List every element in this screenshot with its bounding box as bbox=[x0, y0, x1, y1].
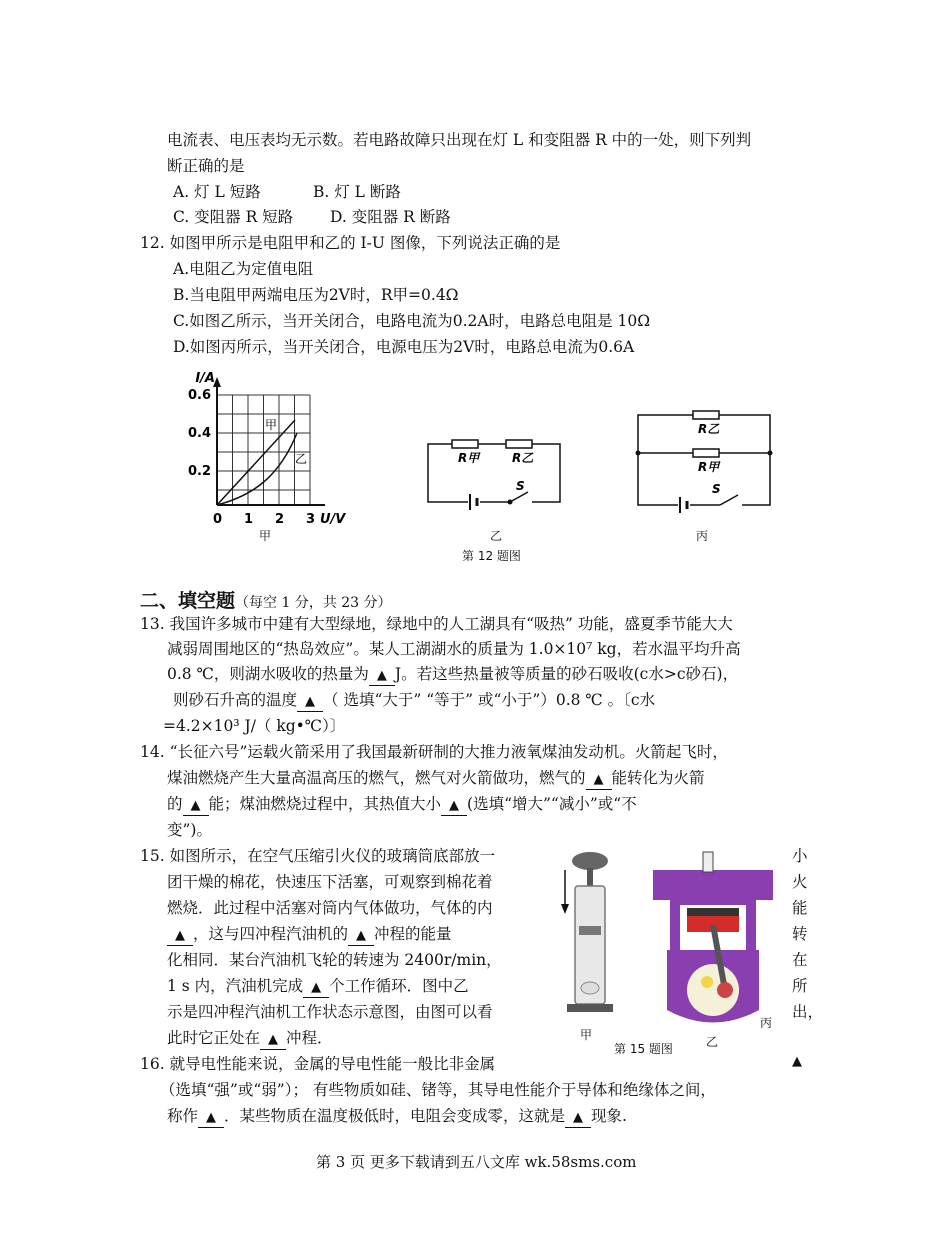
q12-option-b: B.当电阻甲两端电压为2V时，R甲=0.4Ω bbox=[173, 286, 459, 304]
resistor-yi-label: R乙 bbox=[698, 422, 720, 436]
q14-line3 bbox=[167, 792, 637, 816]
resistor-jia-label: R甲 bbox=[698, 460, 720, 474]
q12-option-d: D.如图丙所示，当开关闭合，电源电压为2V时，电路总电流为0.6A bbox=[173, 338, 635, 356]
q13-line4-tail: （ 选填“大于” “等于” 或“小于”）0.8 ℃ 。〔c水 bbox=[323, 691, 656, 709]
q13-line3-text: 0.8 ℃，则湖水吸收的热量为 bbox=[167, 665, 369, 683]
fig12-caption-bing: 丙 bbox=[696, 529, 709, 543]
answer-blank: ▲ bbox=[348, 927, 374, 946]
q16-line3-text: 称作 bbox=[167, 1107, 199, 1125]
fire-piston-figure bbox=[555, 848, 625, 1023]
q15-line8 bbox=[167, 1026, 333, 1050]
fig15-label-bing: 丙 bbox=[760, 1016, 773, 1030]
q16-line3-mid: ．某些物质在温度极低时，电阻会变成零，这就是 bbox=[224, 1107, 566, 1125]
engine-cylinder-figure bbox=[645, 850, 785, 1030]
y-tick: 0.2 bbox=[187, 464, 211, 479]
q15-line6-tail: 个工作循环．图中乙 bbox=[329, 977, 469, 995]
q16-line1: 16. 就导电性能来说，金属的导电性能一般比非金属 bbox=[140, 1055, 496, 1073]
curve-yi-label: 乙 bbox=[295, 452, 308, 466]
q15-line4-tail: 冲程的能量 bbox=[374, 925, 452, 943]
q15-line4-end: 转 bbox=[792, 925, 808, 943]
y-tick: 0.6 bbox=[187, 388, 211, 403]
q12-option-a: A.电阻乙为定值电阻 bbox=[173, 260, 314, 278]
answer-blank: ▲ bbox=[297, 693, 323, 712]
answer-blank: ▲ bbox=[303, 979, 329, 998]
q15-line7-end: 出， bbox=[792, 1003, 824, 1021]
q16-line3-tail: 现象. bbox=[591, 1107, 627, 1125]
fig12-caption-jia: 甲 bbox=[259, 529, 272, 543]
q15-line4 bbox=[167, 922, 452, 946]
fig12-caption-yi: 乙 bbox=[490, 529, 503, 543]
q15-line2: 团干燥的棉花，快速压下活塞，可观察到棉花着 bbox=[167, 873, 493, 891]
q15-line6-end: 所 bbox=[792, 977, 808, 995]
q13-line1: 13. 我国许多城市中建有大型绿地，绿地中的人工湖具有“吸热” 功能，盛夏季节能大大 bbox=[140, 615, 733, 633]
q14-line2 bbox=[167, 766, 705, 790]
answer-blank: ▲ bbox=[565, 1109, 591, 1128]
q14-line1: 14. “长征六号”运载火箭采用了我国最新研制的大推力液氧煤油发动机。火箭起飞时， bbox=[140, 743, 728, 761]
q15-line5-end: 在 bbox=[792, 951, 808, 969]
q14-line4: 变”)。 bbox=[167, 821, 212, 839]
x-axis-label: U/V bbox=[320, 512, 346, 527]
x-tick: 3 bbox=[306, 512, 316, 527]
curve-jia-label: 甲 bbox=[265, 418, 278, 432]
q14-line3-mid: 能；煤油燃烧过程中，其热值大小 bbox=[208, 795, 442, 813]
x-tick: 1 bbox=[244, 512, 254, 527]
q11-line2: 断正确的是 bbox=[167, 157, 245, 175]
q15-line3: 燃烧．此过程中活塞对筒内气体做功，气体的内 bbox=[167, 899, 493, 917]
q15-line6 bbox=[167, 974, 469, 998]
q15-line1: 15. 如图所示，在空气压缩引火仪的玻璃筒底部放一 bbox=[140, 847, 496, 865]
q11-line1: 电流表、电压表均无示数。若电路故障只出现在灯 L 和变阻器 R 中的一处，则下列判 bbox=[167, 131, 752, 149]
q11-option-a: A. 灯 L 短路 bbox=[173, 183, 261, 201]
answer-blank: ▲ bbox=[198, 1109, 224, 1128]
y-axis-label: I/A bbox=[195, 371, 215, 386]
iu-graph-figure bbox=[185, 365, 365, 545]
q14-line2-tail: 能转化为火箭 bbox=[611, 769, 705, 787]
answer-blank: ▲ bbox=[183, 797, 209, 816]
q15-line3-end: 能 bbox=[792, 899, 808, 917]
q16-line3 bbox=[167, 1104, 627, 1128]
resistor-jia-label: R甲 bbox=[458, 451, 480, 465]
q13-line4-text: 则砂石升高的温度 bbox=[173, 691, 298, 709]
series-circuit-figure bbox=[420, 432, 570, 512]
q15-line8-tail: 冲程． bbox=[286, 1029, 333, 1047]
q12-stem: 12. 如图甲所示是电阻甲和乙的 I-U 图像，下列说法正确的是 bbox=[140, 234, 561, 252]
page-footer: 第 3 页 更多下载请到五八文库 wk.58sms.com bbox=[316, 1153, 637, 1171]
resistor-yi-label: R乙 bbox=[512, 451, 534, 465]
answer-blank: ▲ bbox=[167, 927, 193, 946]
x-tick: 0 bbox=[213, 512, 223, 527]
fig15-label-yi: 乙 bbox=[706, 1035, 719, 1049]
x-tick: 2 bbox=[275, 512, 285, 527]
switch-label: S bbox=[712, 482, 721, 496]
q13-line4 bbox=[173, 688, 655, 712]
q11-option-b: B. 灯 L 断路 bbox=[313, 183, 401, 201]
q14-line3-tail: (选填“增大”“减小”或“不 bbox=[467, 795, 637, 813]
answer-blank: ▲ bbox=[441, 797, 467, 816]
q11-option-d: D. 变阻器 R 断路 bbox=[330, 208, 451, 226]
fig12-caption: 第 12 题图 bbox=[462, 549, 521, 563]
q16-line2: （选填“强”或“弱”）； 有些物质如硅、锗等，其导电性能介于导体和绝缘体之间， bbox=[160, 1081, 716, 1099]
q13-line5: =4.2×10³ J/（ kg•℃）〕 bbox=[163, 717, 346, 735]
curve-yi bbox=[217, 433, 297, 505]
q15-line6-text: 1 s 内，汽油机完成 bbox=[167, 977, 304, 995]
answer-blank: ▲ bbox=[586, 771, 612, 790]
answer-blank: ▲ bbox=[260, 1031, 286, 1050]
q15-line8-text: 此时它正处在 bbox=[167, 1029, 261, 1047]
fig15-label-jia: 甲 bbox=[580, 1028, 593, 1042]
answer-blank: ▲ bbox=[369, 667, 395, 686]
q15-line4-text: ，这与四冲程汽油机的 bbox=[193, 925, 349, 943]
q13-line2: 减弱周围地区的“热岛效应”。某人工湖湖水的质量为 1.0×10⁷ kg，若水温平均升高 bbox=[167, 640, 741, 658]
q11-option-c: C. 变阻器 R 短路 bbox=[173, 208, 294, 226]
fig15-caption: 第 15 题图 bbox=[614, 1042, 673, 1056]
answer-blank: ▲ bbox=[792, 1054, 802, 1069]
q14-line3-text: 的 bbox=[167, 795, 183, 813]
q15-line1-end: 小 bbox=[792, 847, 808, 865]
q13-line3-tail: J。若这些热量被等质量的砂石吸收(c水>c砂石)， bbox=[394, 665, 739, 683]
section-heading: 二、填空题 bbox=[140, 590, 236, 612]
q15-line7: 示是四冲程汽油机工作状态示意图，由图可以看 bbox=[167, 1003, 493, 1021]
q15-line2-end: 火 bbox=[792, 873, 808, 891]
parallel-circuit-figure bbox=[630, 405, 780, 515]
switch-label: S bbox=[516, 479, 525, 493]
y-tick: 0.4 bbox=[187, 426, 211, 441]
section-note: （每空 1 分，共 23 分） bbox=[235, 595, 392, 611]
q12-option-c: C.如图乙所示，当开关闭合，电路电流为0.2A时，电路总电阻是 10Ω bbox=[173, 312, 651, 330]
q14-line2-text: 煤油燃烧产生大量高温高压的燃气，燃气对火箭做功，燃气的 bbox=[167, 769, 586, 787]
q13-line3 bbox=[167, 662, 738, 686]
q15-line5: 化相同．某台汽油机飞轮的转速为 2400r/min， bbox=[167, 951, 502, 969]
